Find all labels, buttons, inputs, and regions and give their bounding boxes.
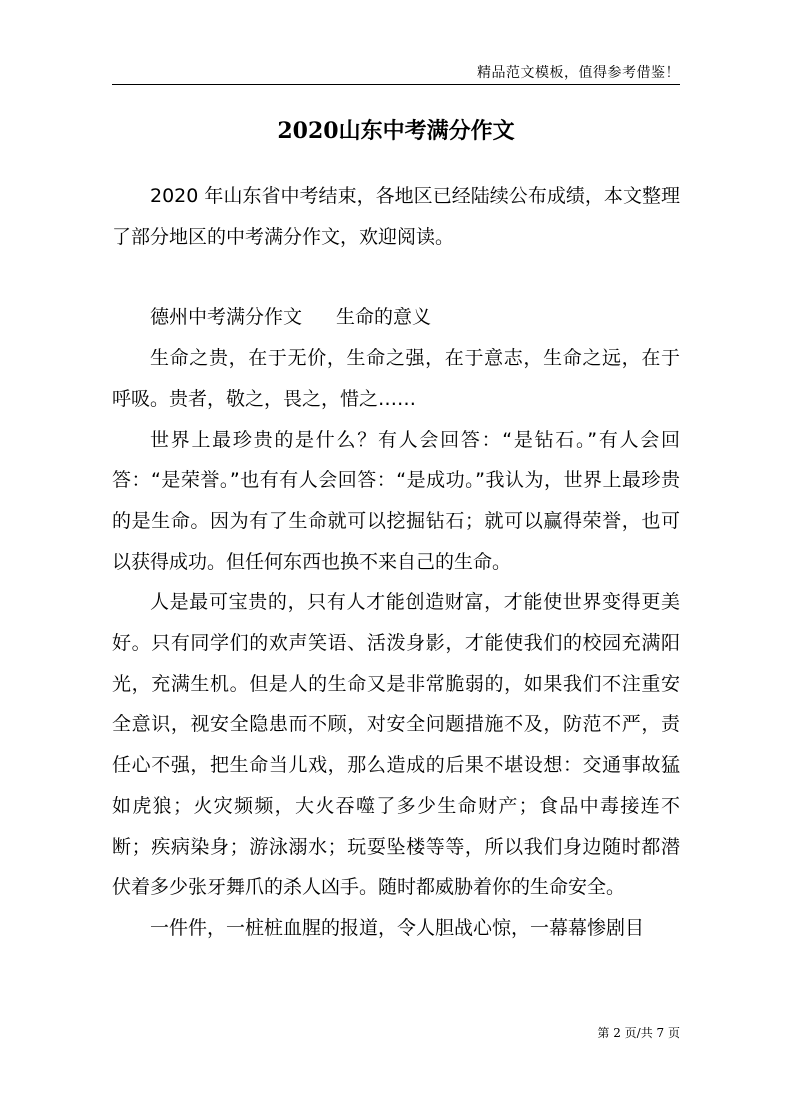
- page-number: 第 2 页/共 7 页: [597, 1026, 680, 1040]
- header-divider: [112, 84, 680, 85]
- essay-name: 生命的意义: [336, 306, 432, 329]
- essay-subtitle: [112, 297, 680, 338]
- page-header-text: 精品范文模板，值得参考借鉴！: [477, 65, 680, 81]
- essay-region: 德州中考满分作文: [150, 306, 303, 329]
- essay-paragraph-1: 生命之贵，在于无价，生命之强，在于意志，生命之远，在于呼吸。贵者，敬之，畏之，惜之……: [112, 347, 680, 410]
- document-body: [112, 176, 680, 949]
- intro-paragraph: 2020 年山东省中考结束，各地区已经陆续公布成绩，本文整理了部分地区的中考满分作文，欢迎阅读。: [112, 185, 680, 248]
- essay-paragraph-4: 一件件，一桩桩血腥的报道，令人胆战心惊，一幕幕惨剧目: [150, 916, 645, 939]
- document-title: 2020山东中考满分作文: [277, 118, 515, 144]
- essay-paragraph-3: 人是最可宝贵的，只有人才能创造财富，才能使世界变得更美好。只有同学们的欢声笑语、活泼身影，才能使我们的校园充满阳光，充满生机。但是人的生命又是非常脆弱的，如果我们不注重安全意识，视安全隐患而不顾，对安全问题措施不及，防范不严，责任心不强，把生命当儿戏，那么造成的后果不堪设想：交通事故猛如虎狼；火灾频频，大火吞噬了多少生命财产；食品中毒接连不断；疾病染身；游泳溺水；玩耍坠楼等等，所以我们身边随时都潜伏着多少张牙舞爪的杀人凶手。随时都威胁着你的生命安全。: [112, 591, 680, 899]
- essay-paragraph-2: 世界上最珍贵的是什么？有人会回答：“是钻石。”有人会回答：“是荣誉。”也有有人会回答：“是成功。”我认为，世界上最珍贵的是生命。因为有了生命就可以挖掘钻石；就可以赢得荣誉，也可以获得成功。但任何东西也换不来自己的生命。: [112, 428, 680, 573]
